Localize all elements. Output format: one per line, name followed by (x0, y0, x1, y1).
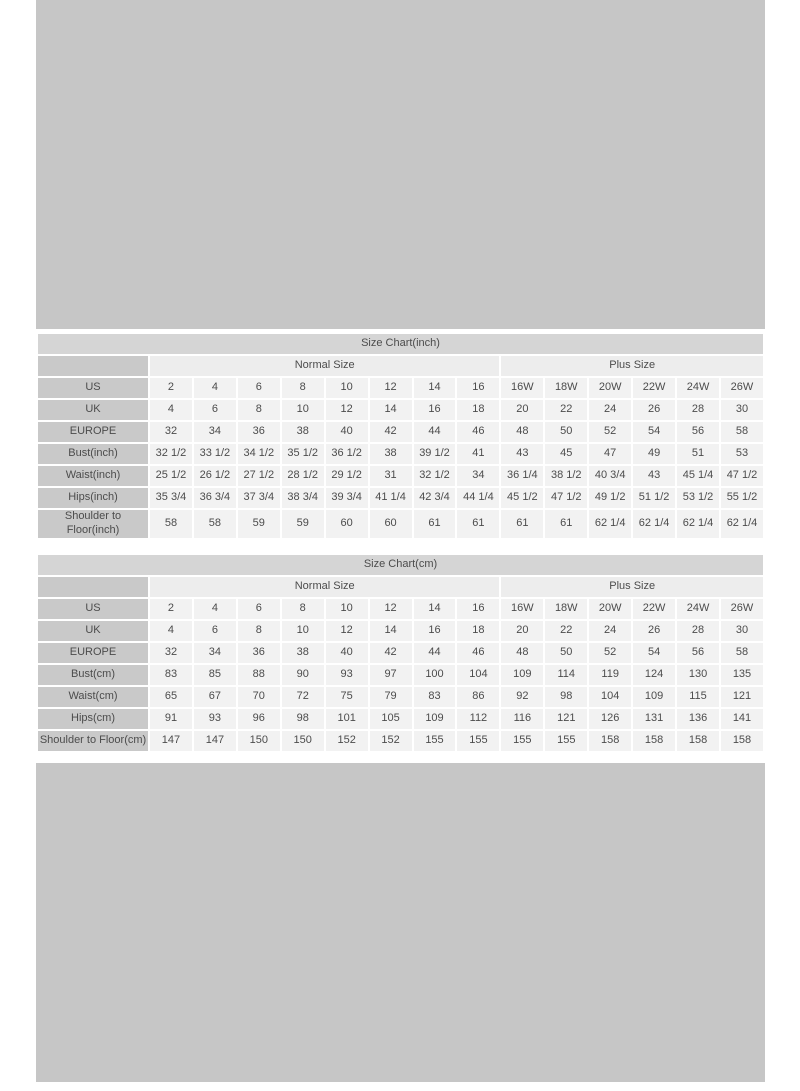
size-value-cell: 59 (282, 510, 324, 538)
size-value-cell: 20 (501, 621, 543, 641)
size-value-cell: 59 (238, 510, 280, 538)
size-value-cell: 34 (194, 422, 236, 442)
size-value-cell: 46 (457, 643, 499, 663)
size-value-cell: 60 (370, 510, 412, 538)
column-group-header: Plus Size (501, 356, 763, 376)
size-value-cell: 10 (282, 621, 324, 641)
row-label-cell: Hips(inch) (38, 488, 148, 508)
size-value-cell: 98 (282, 709, 324, 729)
size-value-cell: 53 1/2 (677, 488, 719, 508)
size-value-cell: 20W (589, 599, 631, 619)
size-value-cell: 90 (282, 665, 324, 685)
size-value-cell: 36 3/4 (194, 488, 236, 508)
size-value-cell: 60 (326, 510, 368, 538)
table-row (38, 621, 763, 641)
row-label-cell: US (38, 378, 148, 398)
size-value-cell: 158 (589, 731, 631, 751)
table-row (38, 488, 763, 508)
size-value-cell: 26W (721, 378, 763, 398)
content-column (36, 0, 765, 1082)
size-value-cell: 12 (326, 621, 368, 641)
row-label-cell: EUROPE (38, 422, 148, 442)
table-row (38, 422, 763, 442)
size-value-cell: 22 (545, 621, 587, 641)
size-value-cell: 85 (194, 665, 236, 685)
size-value-cell: 56 (677, 643, 719, 663)
size-value-cell: 10 (326, 378, 368, 398)
size-value-cell: 65 (150, 687, 192, 707)
size-value-cell: 28 1/2 (282, 466, 324, 486)
size-value-cell: 50 (545, 422, 587, 442)
size-value-cell: 10 (282, 400, 324, 420)
size-value-cell: 31 (370, 466, 412, 486)
size-value-cell: 12 (370, 378, 412, 398)
column-group-header: Normal Size (150, 577, 499, 597)
size-value-cell: 53 (721, 444, 763, 464)
size-value-cell: 45 1/2 (501, 488, 543, 508)
size-value-cell: 25 1/2 (150, 466, 192, 486)
size-value-cell: 26W (721, 599, 763, 619)
row-label-cell: US (38, 599, 148, 619)
size-value-cell: 152 (370, 731, 412, 751)
size-value-cell: 72 (282, 687, 324, 707)
size-value-cell: 75 (326, 687, 368, 707)
size-value-cell: 155 (457, 731, 499, 751)
size-value-cell: 49 1/2 (589, 488, 631, 508)
size-value-cell: 124 (633, 665, 675, 685)
size-value-cell: 4 (150, 621, 192, 641)
size-value-cell: 26 (633, 400, 675, 420)
size-value-cell: 39 1/2 (414, 444, 456, 464)
size-value-cell: 38 (282, 422, 324, 442)
size-value-cell: 38 3/4 (282, 488, 324, 508)
column-group-header: Plus Size (501, 577, 763, 597)
size-value-cell: 150 (238, 731, 280, 751)
size-value-cell: 34 (457, 466, 499, 486)
size-value-cell: 109 (501, 665, 543, 685)
size-value-cell: 45 1/4 (677, 466, 719, 486)
size-value-cell: 54 (633, 643, 675, 663)
size-value-cell: 105 (370, 709, 412, 729)
size-value-cell: 33 1/2 (194, 444, 236, 464)
size-value-cell: 6 (194, 400, 236, 420)
size-value-cell: 22W (633, 599, 675, 619)
size-value-cell: 67 (194, 687, 236, 707)
size-value-cell: 42 (370, 422, 412, 442)
size-value-cell: 42 (370, 643, 412, 663)
size-value-cell: 41 1/4 (370, 488, 412, 508)
size-value-cell: 54 (633, 422, 675, 442)
size-value-cell: 42 3/4 (414, 488, 456, 508)
row-label-cell: UK (38, 400, 148, 420)
corner-cell (38, 356, 148, 376)
size-value-cell: 147 (194, 731, 236, 751)
size-value-cell: 121 (545, 709, 587, 729)
size-value-cell: 83 (414, 687, 456, 707)
size-value-cell: 36 1/2 (326, 444, 368, 464)
row-label-cell: UK (38, 621, 148, 641)
size-value-cell: 52 (589, 643, 631, 663)
size-value-cell: 40 (326, 422, 368, 442)
size-value-cell: 12 (370, 599, 412, 619)
size-value-cell: 30 (721, 621, 763, 641)
size-value-cell: 96 (238, 709, 280, 729)
table-row (38, 687, 763, 707)
size-chart-title: Size Chart(cm) (38, 555, 763, 575)
table-row (38, 510, 763, 538)
size-value-cell: 98 (545, 687, 587, 707)
size-value-cell: 83 (150, 665, 192, 685)
size-value-cell: 30 (721, 400, 763, 420)
size-value-cell: 36 1/4 (501, 466, 543, 486)
size-value-cell: 16 (457, 599, 499, 619)
size-value-cell: 8 (238, 621, 280, 641)
size-value-cell: 22 (545, 400, 587, 420)
size-value-cell: 8 (282, 378, 324, 398)
size-value-cell: 18W (545, 378, 587, 398)
size-value-cell: 70 (238, 687, 280, 707)
size-value-cell: 24 (589, 400, 631, 420)
size-value-cell: 47 (589, 444, 631, 464)
size-value-cell: 14 (414, 599, 456, 619)
size-value-cell: 16 (457, 378, 499, 398)
table-row (38, 400, 763, 420)
size-value-cell: 141 (721, 709, 763, 729)
size-value-cell: 58 (194, 510, 236, 538)
size-value-cell: 32 1/2 (414, 466, 456, 486)
size-value-cell: 28 (677, 400, 719, 420)
size-value-cell: 16W (501, 599, 543, 619)
size-value-cell: 27 1/2 (238, 466, 280, 486)
size-value-cell: 62 1/4 (589, 510, 631, 538)
table-row (38, 665, 763, 685)
size-value-cell: 14 (370, 400, 412, 420)
row-label-cell: Shoulder to Floor(inch) (38, 510, 148, 538)
size-value-cell: 155 (501, 731, 543, 751)
size-value-cell: 8 (238, 400, 280, 420)
size-value-cell: 55 1/2 (721, 488, 763, 508)
size-value-cell: 48 (501, 422, 543, 442)
size-value-cell: 104 (589, 687, 631, 707)
size-value-cell: 34 1/2 (238, 444, 280, 464)
table-row (38, 599, 763, 619)
size-value-cell: 121 (721, 687, 763, 707)
table-row (38, 731, 763, 751)
row-label-cell: Bust(cm) (38, 665, 148, 685)
size-value-cell: 136 (677, 709, 719, 729)
size-value-cell: 40 3/4 (589, 466, 631, 486)
size-value-cell: 155 (414, 731, 456, 751)
size-value-cell: 35 3/4 (150, 488, 192, 508)
size-value-cell: 47 1/2 (545, 488, 587, 508)
size-value-cell: 20W (589, 378, 631, 398)
size-value-cell: 18W (545, 599, 587, 619)
size-value-cell: 35 1/2 (282, 444, 324, 464)
size-value-cell: 48 (501, 643, 543, 663)
size-value-cell: 36 (238, 643, 280, 663)
size-value-cell: 79 (370, 687, 412, 707)
size-value-cell: 38 (370, 444, 412, 464)
size-value-cell: 34 (194, 643, 236, 663)
size-value-cell: 61 (457, 510, 499, 538)
size-value-cell: 51 1/2 (633, 488, 675, 508)
size-value-cell: 155 (545, 731, 587, 751)
size-value-cell: 61 (501, 510, 543, 538)
size-value-cell: 41 (457, 444, 499, 464)
size-value-cell: 26 1/2 (194, 466, 236, 486)
size-value-cell: 4 (194, 378, 236, 398)
product-image-placeholder-bottom (36, 763, 765, 1082)
size-value-cell: 93 (326, 665, 368, 685)
size-value-cell: 37 3/4 (238, 488, 280, 508)
size-value-cell: 93 (194, 709, 236, 729)
size-value-cell: 24 (589, 621, 631, 641)
size-value-cell: 126 (589, 709, 631, 729)
size-value-cell: 44 (414, 643, 456, 663)
size-value-cell: 8 (282, 599, 324, 619)
corner-cell (38, 577, 148, 597)
size-value-cell: 62 1/4 (677, 510, 719, 538)
size-value-cell: 16 (414, 400, 456, 420)
size-value-cell: 32 1/2 (150, 444, 192, 464)
size-chart-title: Size Chart(inch) (38, 334, 763, 354)
table-row (38, 444, 763, 464)
size-value-cell: 158 (721, 731, 763, 751)
size-value-cell: 97 (370, 665, 412, 685)
size-value-cell: 50 (545, 643, 587, 663)
table-row (38, 466, 763, 486)
size-value-cell: 115 (677, 687, 719, 707)
size-value-cell: 58 (150, 510, 192, 538)
size-value-cell: 147 (150, 731, 192, 751)
size-value-cell: 6 (238, 378, 280, 398)
size-value-cell: 104 (457, 665, 499, 685)
size-value-cell: 24W (677, 378, 719, 398)
size-value-cell: 112 (457, 709, 499, 729)
size-value-cell: 109 (414, 709, 456, 729)
size-value-cell: 6 (194, 621, 236, 641)
size-value-cell: 61 (414, 510, 456, 538)
size-value-cell: 46 (457, 422, 499, 442)
size-value-cell: 26 (633, 621, 675, 641)
size-value-cell: 38 (282, 643, 324, 663)
row-label-cell: Shoulder to Floor(cm) (38, 731, 148, 751)
size-value-cell: 43 (633, 466, 675, 486)
size-value-cell: 51 (677, 444, 719, 464)
size-value-cell: 56 (677, 422, 719, 442)
row-label-cell: Waist(cm) (38, 687, 148, 707)
size-value-cell: 116 (501, 709, 543, 729)
size-value-cell: 62 1/4 (721, 510, 763, 538)
size-value-cell: 86 (457, 687, 499, 707)
size-value-cell: 16 (414, 621, 456, 641)
size-value-cell: 28 (677, 621, 719, 641)
size-chart-inch-table (36, 332, 765, 540)
row-label-cell: EUROPE (38, 643, 148, 663)
size-value-cell: 62 1/4 (633, 510, 675, 538)
table-row (38, 643, 763, 663)
size-value-cell: 58 (721, 422, 763, 442)
size-value-cell: 158 (677, 731, 719, 751)
size-value-cell: 101 (326, 709, 368, 729)
row-label-cell: Hips(cm) (38, 709, 148, 729)
row-label-cell: Waist(inch) (38, 466, 148, 486)
size-value-cell: 14 (414, 378, 456, 398)
size-value-cell: 58 (721, 643, 763, 663)
size-value-cell: 32 (150, 422, 192, 442)
column-group-header: Normal Size (150, 356, 499, 376)
table-row (38, 378, 763, 398)
size-value-cell: 40 (326, 643, 368, 663)
size-value-cell: 158 (633, 731, 675, 751)
size-value-cell: 29 1/2 (326, 466, 368, 486)
size-value-cell: 119 (589, 665, 631, 685)
size-value-cell: 22W (633, 378, 675, 398)
table-row (38, 709, 763, 729)
size-value-cell: 2 (150, 378, 192, 398)
size-value-cell: 52 (589, 422, 631, 442)
size-value-cell: 6 (238, 599, 280, 619)
size-chart-cm-table (36, 553, 765, 753)
size-value-cell: 130 (677, 665, 719, 685)
size-value-cell: 131 (633, 709, 675, 729)
size-value-cell: 135 (721, 665, 763, 685)
size-value-cell: 2 (150, 599, 192, 619)
size-value-cell: 45 (545, 444, 587, 464)
size-value-cell: 44 (414, 422, 456, 442)
product-image-placeholder-top (36, 0, 765, 329)
size-value-cell: 24W (677, 599, 719, 619)
size-value-cell: 109 (633, 687, 675, 707)
size-value-cell: 38 1/2 (545, 466, 587, 486)
size-value-cell: 91 (150, 709, 192, 729)
size-value-cell: 10 (326, 599, 368, 619)
size-value-cell: 18 (457, 400, 499, 420)
row-label-cell: Bust(inch) (38, 444, 148, 464)
size-value-cell: 14 (370, 621, 412, 641)
size-value-cell: 43 (501, 444, 543, 464)
size-value-cell: 32 (150, 643, 192, 663)
size-value-cell: 44 1/4 (457, 488, 499, 508)
size-value-cell: 150 (282, 731, 324, 751)
size-value-cell: 36 (238, 422, 280, 442)
size-value-cell: 152 (326, 731, 368, 751)
size-value-cell: 88 (238, 665, 280, 685)
size-value-cell: 16W (501, 378, 543, 398)
size-value-cell: 92 (501, 687, 543, 707)
size-value-cell: 39 3/4 (326, 488, 368, 508)
size-value-cell: 100 (414, 665, 456, 685)
size-value-cell: 4 (150, 400, 192, 420)
size-value-cell: 20 (501, 400, 543, 420)
size-value-cell: 12 (326, 400, 368, 420)
size-value-cell: 4 (194, 599, 236, 619)
size-value-cell: 49 (633, 444, 675, 464)
size-value-cell: 114 (545, 665, 587, 685)
size-value-cell: 47 1/2 (721, 466, 763, 486)
size-value-cell: 61 (545, 510, 587, 538)
size-value-cell: 18 (457, 621, 499, 641)
